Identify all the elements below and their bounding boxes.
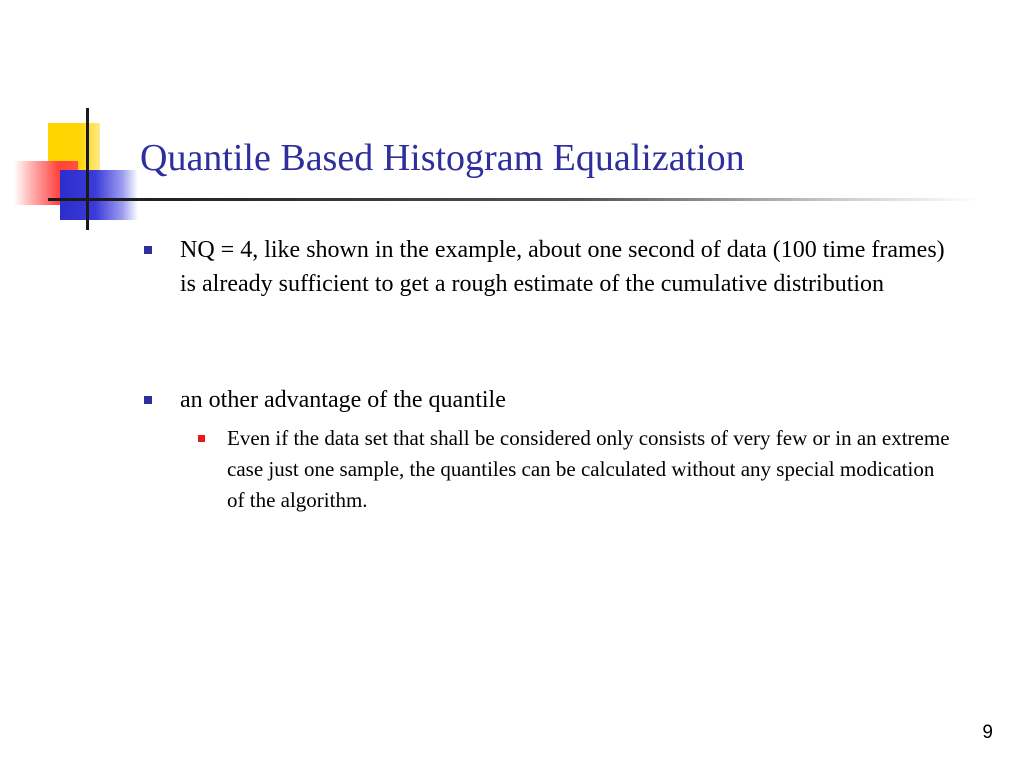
bullet-item	[180, 233, 960, 301]
bullet-text: an other advantage of the quantile	[180, 387, 506, 413]
bullet-item	[180, 383, 960, 417]
page-number: 9	[982, 722, 993, 743]
corner-decoration	[0, 100, 150, 240]
bullet-text: NQ = 4, like shown in the example, about one second of data (100 time frames) is already sufficient to get a rough estimate of the cumulative distribution	[180, 237, 945, 297]
square-sub-bullet-icon	[198, 435, 205, 442]
sub-bullet-item	[227, 423, 957, 516]
slide-title: Quantile Based Histogram Equalization	[140, 137, 745, 179]
square-bullet-icon	[144, 246, 152, 254]
title-underline	[100, 198, 980, 201]
sub-bullet-text: Even if the data set that shall be considered only consists of very few or in an extreme case just one sample, the quantiles can be calculated without any special modication of the algorithm.	[227, 426, 950, 512]
blue-square-decoration	[60, 170, 138, 220]
square-bullet-icon	[144, 396, 152, 404]
vertical-rule-decoration	[86, 108, 89, 230]
